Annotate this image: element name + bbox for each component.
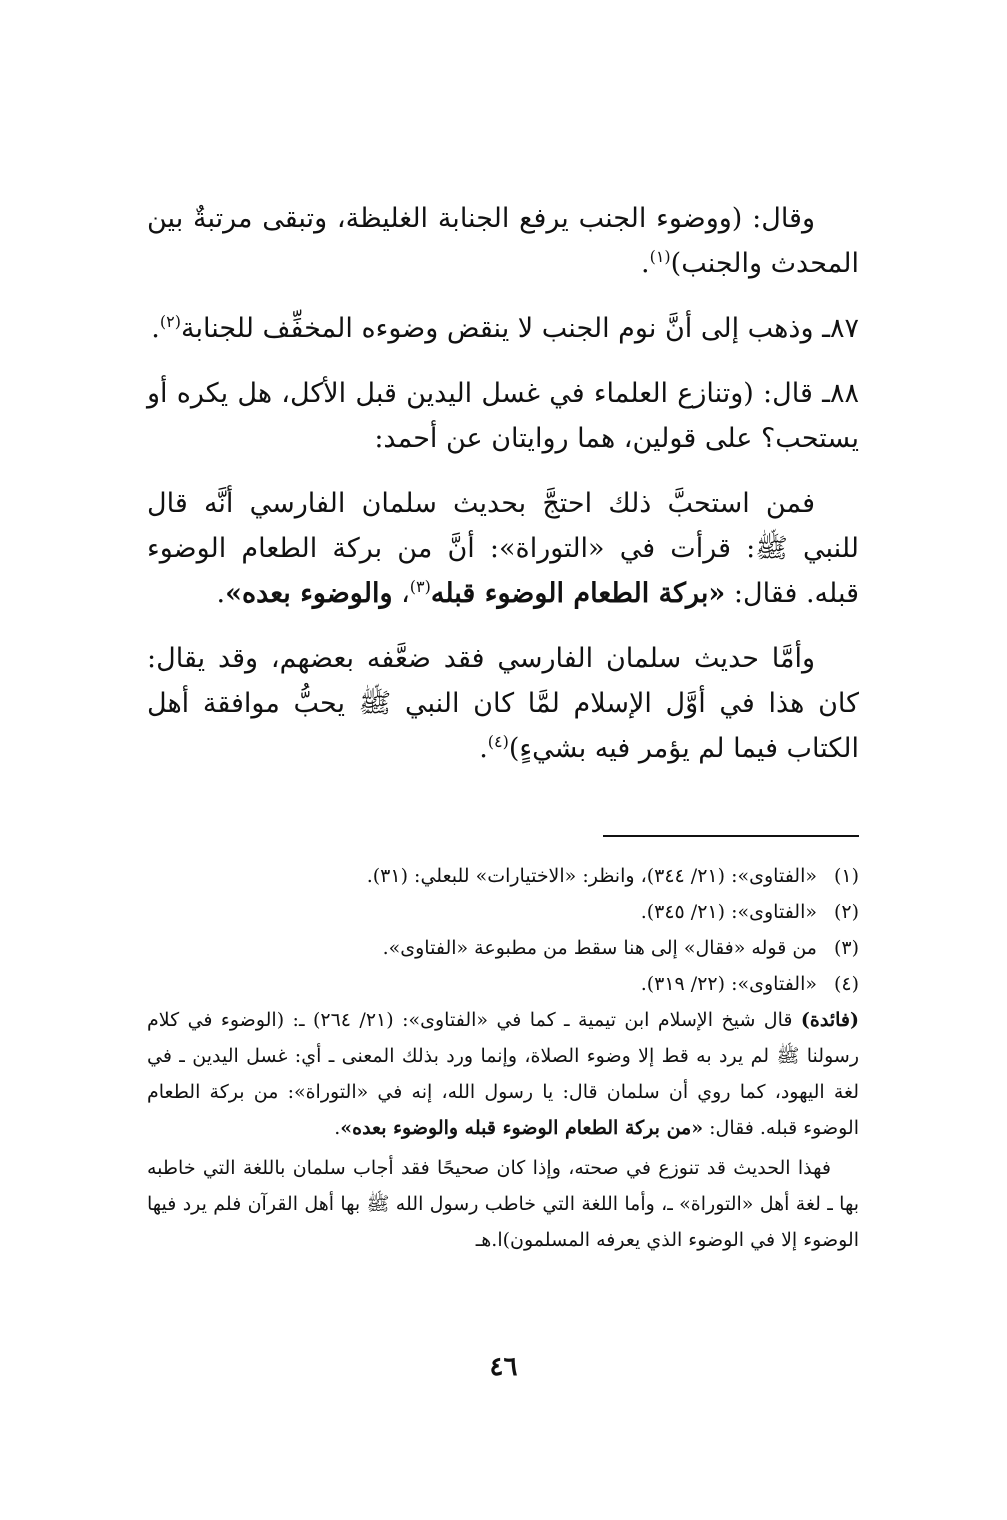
footnote-ref-1: (١) bbox=[649, 247, 671, 266]
footnote-text: «الفتاوى»: (٢١/ ٣٤٥). bbox=[640, 901, 817, 923]
footnote-number: (٣) bbox=[833, 937, 859, 959]
page-number: ٤٦ bbox=[489, 1352, 518, 1382]
footnote-text: من قوله «فقال» إلى هنا سقط من مطبوعة «الفتاوى». bbox=[382, 937, 817, 959]
footnote-separator bbox=[603, 835, 859, 837]
footnotes bbox=[147, 858, 859, 1258]
paragraph-weakness-end: . bbox=[479, 733, 488, 764]
paragraph-salman bbox=[147, 481, 859, 616]
paragraph-1-text: وقال: (ووضوء الجنب يرفع الجنابة الغليظة، وتبقى مرتبةٌ بين المحدث والجنب) bbox=[147, 203, 859, 279]
paragraph-88: ٨٨ـ قال: (وتنازع العلماء في غسل اليدين قبل الأكل، هل يكره أو يستحب؟ على قولين، هما روايتان عن أحمد: bbox=[147, 378, 859, 454]
paragraph-87-text: ٨٧ـ وذهب إلى أنَّ نوم الجنب لا ينقض وضوءه المخفِّف للجنابة bbox=[180, 313, 859, 344]
paragraph-weakness-text: وأمَّا حديث سلمان الفارسي فقد ضعَّفه بعضهم، وقد يقال: كان هذا في أوَّل الإسلام لمَّا كان النبي ﷺ يحبُّ موافقة أهل الكتاب فيما لم يؤمر فيه بشيءٍ) bbox=[147, 643, 859, 764]
main-text bbox=[147, 196, 859, 791]
paragraph-salman-text: فمن استحبَّ ذلك احتجَّ بحديث سلمان الفارسي أنَّه قال للنبي ﷺ: قرأت في «التوراة»: أنَّ من بركة الطعام الوضوء قبله. فقال: bbox=[147, 488, 859, 609]
paragraph-salman-end: . bbox=[216, 578, 226, 609]
benefit-hadith: «من بركة الطعام الوضوء قبله والوضوء بعده» bbox=[340, 1117, 704, 1139]
footnote-ref-2: (٢) bbox=[159, 312, 181, 331]
paragraph-87 bbox=[147, 306, 859, 351]
paragraph-1 bbox=[147, 196, 859, 286]
benefit-text: قال شيخ الإسلام ابن تيمية ـ كما في «الفتاوى»: (٢١/ ٢٦٤) ـ: (الوضوء في كلام رسولنا ﷺ لم يرد به قط إلا وضوء الصلاة، وإنما ورد بذلك المعنى ـ أي: غسل اليدين ـ في لغة اليهود، كما روي أن سلمان قال: يا رسول الله، إنه في «التوراة»: من بركة الطعام الوضوء قبله. فقال: bbox=[147, 1009, 859, 1139]
benefit-note bbox=[147, 1002, 859, 1146]
footnote-item bbox=[147, 894, 859, 930]
paragraph-1-end: . bbox=[640, 248, 650, 279]
footnote-item bbox=[147, 930, 859, 966]
benefit-end: . bbox=[334, 1117, 341, 1139]
hadith-quote-part-1: «بركة الطعام الوضوء قبله bbox=[430, 578, 726, 609]
paragraph-87-end: . bbox=[151, 313, 160, 344]
footnote-number: (٤) bbox=[833, 973, 859, 995]
footnote-text: «الفتاوى»: (٢١/ ٣٤٤)، وانظر: «الاختيارات» للبعلي: (٣١). bbox=[366, 865, 817, 887]
paragraph-weakness bbox=[147, 636, 859, 771]
benefit-note-continued: فهذا الحديث قد تنوزع في صحته، وإذا كان صحيحًا فقد أجاب سلمان باللغة التي خاطبه بها ـ لغة أهل «التوراة» ـ، وأما اللغة التي خاطب رسول الله ﷺ بها أهل القرآن فلم يرد فيها الوضوء إلا في الوضوء الذي يعرفه المسلمون)ا.هـ bbox=[147, 1157, 859, 1251]
footnote-ref-4: (٤) bbox=[487, 732, 509, 751]
footnote-item bbox=[147, 858, 859, 894]
paragraph-salman-comma: ، bbox=[392, 578, 410, 609]
footnote-number: (٢) bbox=[833, 901, 859, 923]
footnote-text: «الفتاوى»: (٢٢/ ٣١٩). bbox=[640, 973, 817, 995]
footnote-number: (١) bbox=[833, 865, 859, 887]
footnote-ref-3: (٣) bbox=[409, 577, 431, 596]
footnote-item bbox=[147, 966, 859, 1002]
hadith-quote-part-2: والوضوء بعده» bbox=[225, 578, 393, 609]
benefit-label: (فائدة) bbox=[800, 1009, 859, 1031]
